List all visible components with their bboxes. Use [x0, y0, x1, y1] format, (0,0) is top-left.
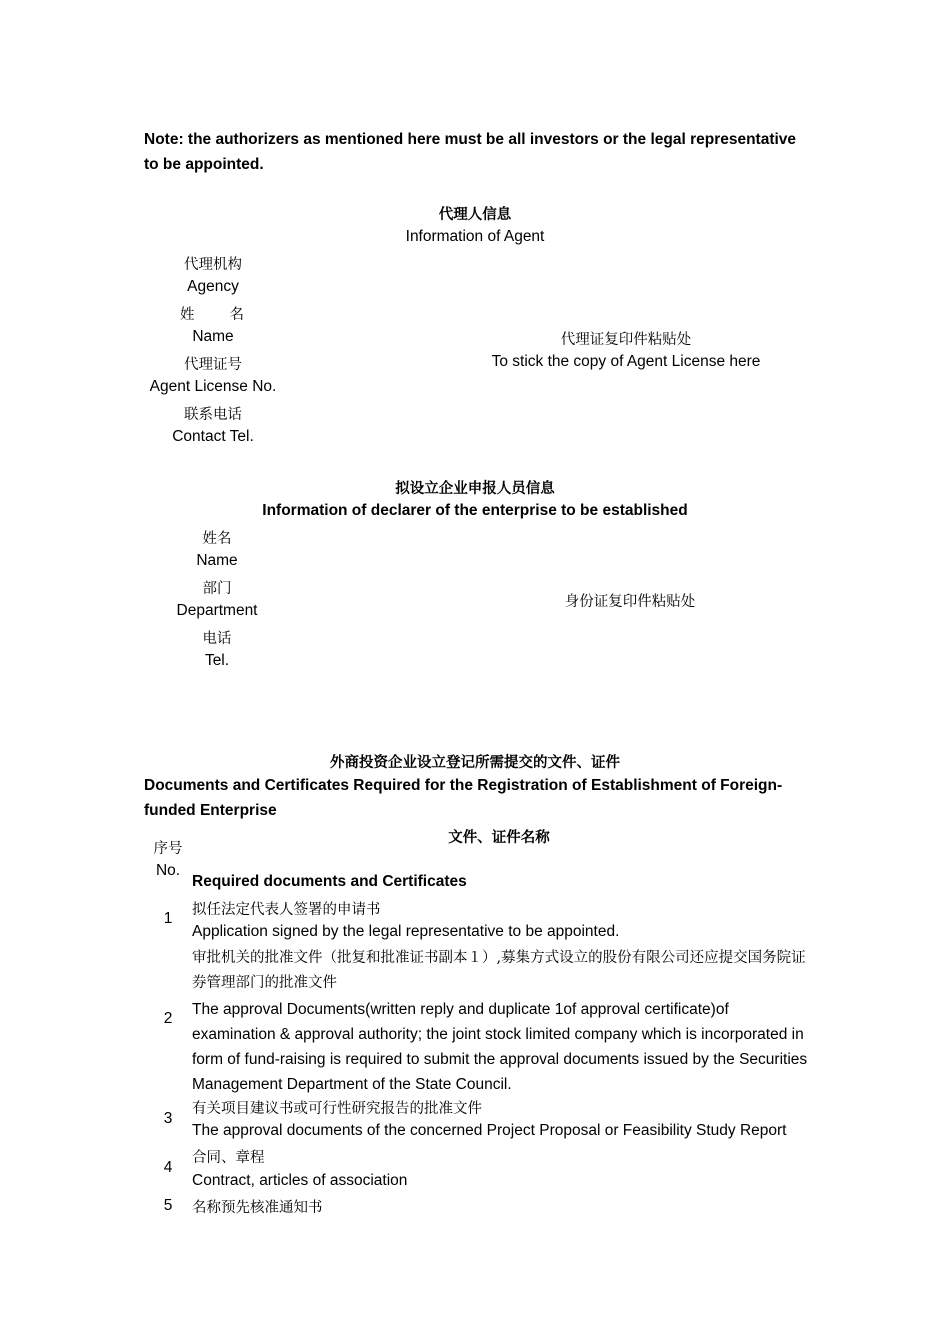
agent-name-label-zh: 姓 名 — [180, 307, 246, 323]
documents-section-title-en: Documents and Certificates Required for the Registration of Establishment of Foreign-funded Enterprise — [144, 777, 783, 819]
agent-license-label-en: Agent License No. — [149, 378, 277, 395]
agent-name-label-en: Name — [192, 328, 234, 345]
row-4-no: 4 — [163, 1159, 173, 1176]
row-2-doc-en: The approval Documents(written reply and duplicate 1of approval certificate)of examination & approval authority; the joint stock limited company which is incorporated in form of fund-raising is required to submit the approval documents issued by the Securities Management Department of the State Council. — [192, 1001, 808, 1093]
col-no-header-zh: 序号 — [153, 841, 183, 857]
row-1-no: 1 — [163, 910, 173, 927]
col-no-header-en: No. — [155, 862, 181, 879]
declarer-tel-label-zh: 电话 — [202, 631, 232, 647]
documents-section-title-zh: 外商投资企业设立登记所需提交的文件、证件 — [330, 754, 620, 771]
agent-license-label-zh: 代理证号 — [184, 357, 242, 373]
declarer-name-label-en: Name — [196, 552, 238, 569]
row-4-doc-zh: 合同、章程 — [192, 1150, 265, 1166]
agent-contact-label-en: Contact Tel. — [172, 428, 254, 445]
col-doc-header-zh: 文件、证件名称 — [448, 829, 550, 846]
row-3-doc-en: The approval documents of the concerned Project Proposal or Feasibility Study Report — [192, 1122, 787, 1139]
declarer-section-title-en: Information of declarer of the enterprise to be established — [262, 502, 688, 519]
agent-section-title-en: Information of Agent — [405, 228, 545, 245]
id-card-paste-area: 身份证复印件粘贴处 — [564, 594, 696, 610]
row-1-doc-zh: 拟任法定代表人签署的申请书 — [192, 902, 381, 918]
row-3-no: 3 — [163, 1110, 173, 1127]
agent-section-title-zh: 代理人信息 — [438, 206, 512, 223]
declarer-tel-label-en: Tel. — [204, 652, 230, 669]
col-doc-header-en: Required documents and Certificates — [192, 873, 467, 890]
row-2-no: 2 — [163, 1010, 173, 1027]
agency-label-zh: 代理机构 — [184, 257, 242, 273]
row-2-doc-zh: 审批机关的批准文件（批复和批准证书副本１）,募集方式设立的股份有限公司还应提交国务院证券管理部门的批准文件 — [192, 950, 806, 991]
row-5-doc-zh: 名称预先核准通知书 — [192, 1200, 323, 1216]
declarer-department-label-zh: 部门 — [202, 581, 232, 597]
agent-contact-label-zh: 联系电话 — [184, 407, 242, 423]
agency-label-en: Agency — [187, 278, 239, 295]
row-3-doc-zh: 有关项目建议书或可行性研究报告的批准文件 — [192, 1101, 482, 1117]
agent-license-paste-area-zh: 代理证复印件粘贴处 — [560, 332, 692, 348]
row-1-doc-en: Application signed by the legal representative to be appointed. — [192, 923, 620, 940]
authorizer-note: Note: the authorizers as mentioned here must be all investors or the legal representative to be appointed. — [144, 131, 797, 173]
declarer-department-label-en: Department — [176, 602, 258, 619]
row-5-no: 5 — [163, 1197, 173, 1214]
declarer-name-label-zh: 姓名 — [202, 531, 232, 547]
row-4-doc-en: Contract, articles of association — [192, 1172, 408, 1189]
declarer-section-title-zh: 拟设立企业申报人员信息 — [395, 480, 555, 497]
agent-license-paste-area-en: To stick the copy of Agent License here — [491, 353, 761, 370]
